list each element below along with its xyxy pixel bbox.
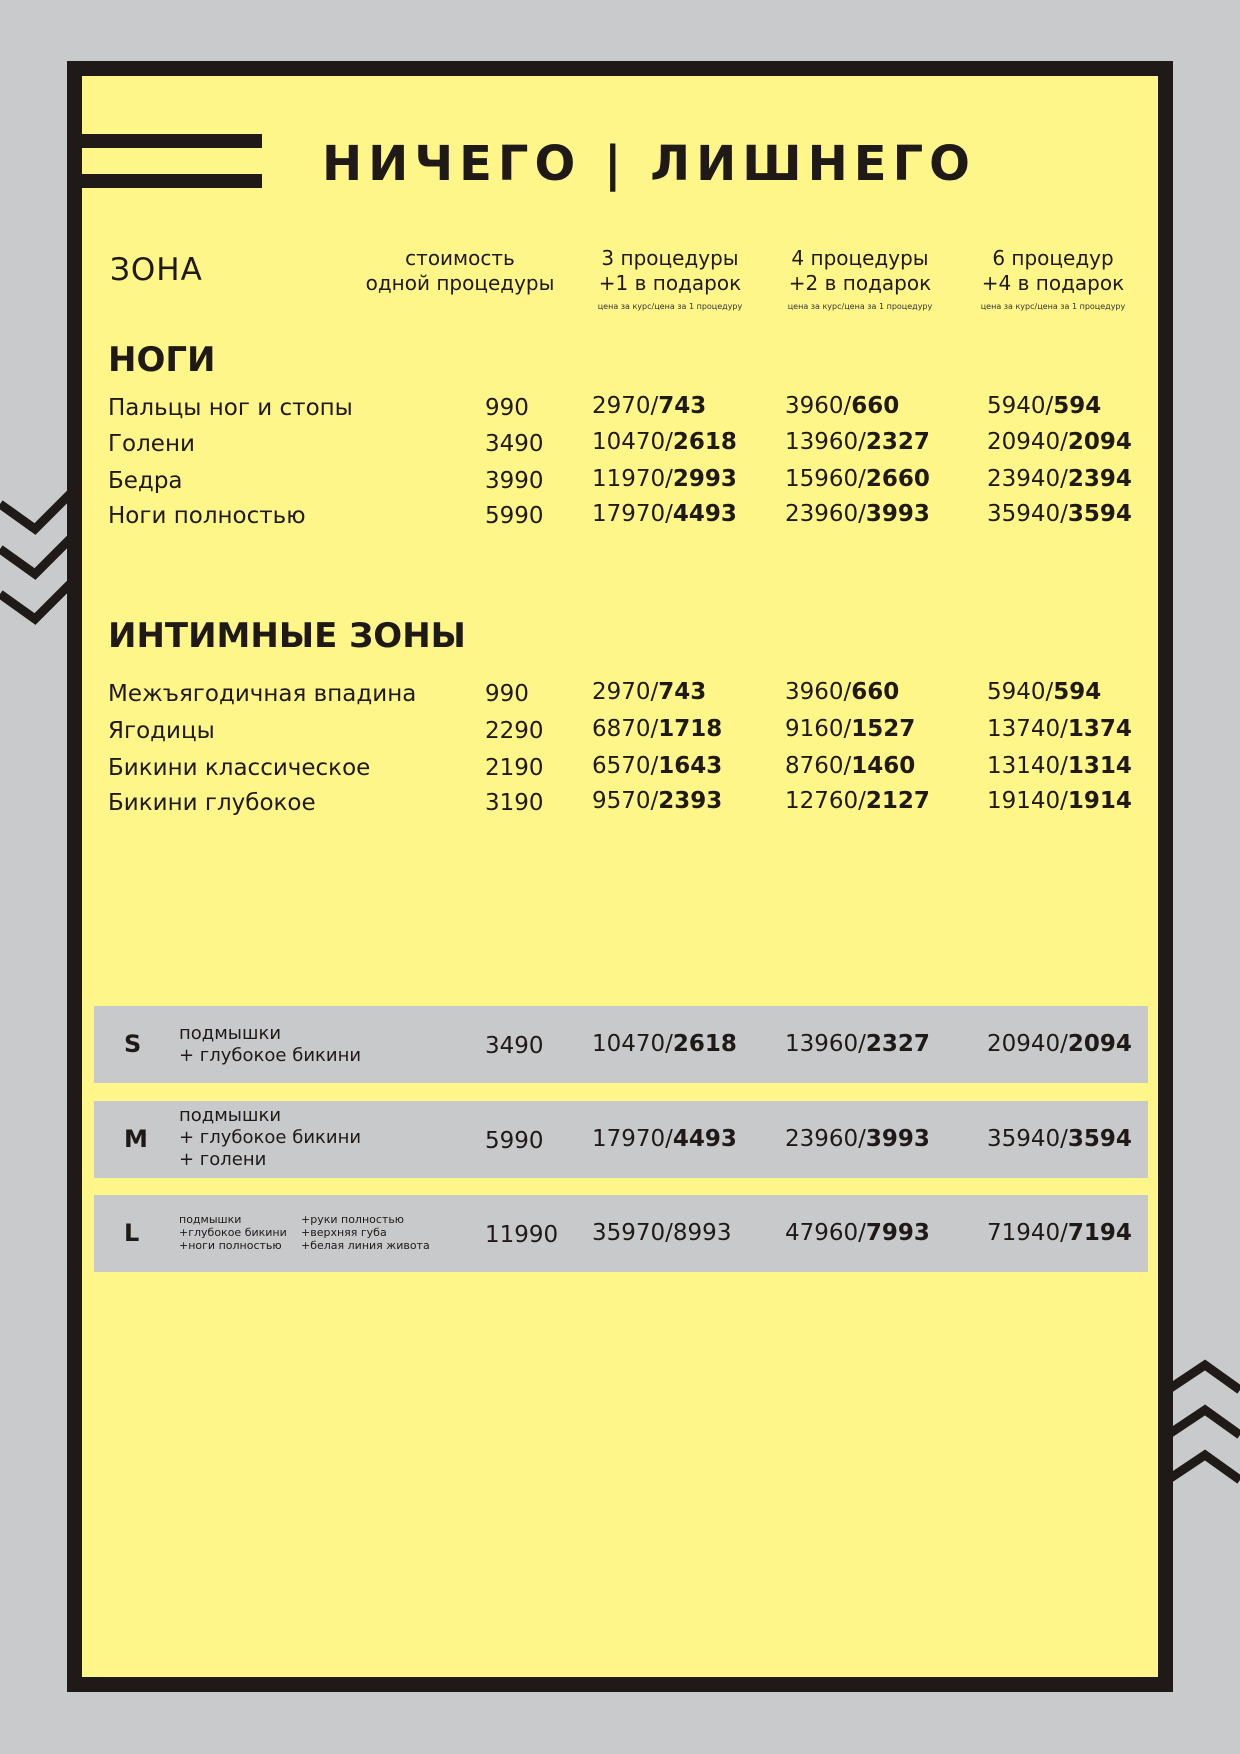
course3-price: 2970/743 bbox=[592, 393, 707, 419]
package-description: +руки полностью +верхняя губа +белая линия живота bbox=[301, 1213, 430, 1252]
zone-name: Пальцы ног и стопы bbox=[108, 395, 353, 421]
course4-price: 8760/1460 bbox=[785, 753, 916, 779]
price-sheet bbox=[82, 76, 1158, 1677]
course3-price: 35970/8993 bbox=[592, 1220, 732, 1246]
course4-price: 47960/7993 bbox=[785, 1220, 930, 1246]
course3-price: 10470/2618 bbox=[592, 429, 737, 455]
course6-price: 20940/2094 bbox=[987, 429, 1132, 455]
course6-price: 71940/7194 bbox=[987, 1220, 1132, 1246]
single-price: 990 bbox=[485, 395, 529, 421]
course6-price: 23940/2394 bbox=[987, 466, 1132, 492]
course3-price: 6870/1718 bbox=[592, 716, 723, 742]
chevron-decoration-left bbox=[0, 484, 72, 630]
course6-header: 6 процедур +4 в подарок цена за курс/цена за 1 процедуру bbox=[980, 246, 1126, 311]
course3-price: 17970/4493 bbox=[592, 1126, 737, 1152]
course4-price: 12760/2127 bbox=[785, 788, 930, 814]
course6-price: 5940/594 bbox=[987, 679, 1102, 705]
single-price: 3490 bbox=[485, 1033, 544, 1059]
section-title-legs: НОГИ bbox=[108, 340, 216, 380]
course4-price: 13960/2327 bbox=[785, 429, 930, 455]
single-price: 5990 bbox=[485, 1128, 544, 1154]
course6-price: 19140/1914 bbox=[987, 788, 1132, 814]
section-title-intimate: ИНТИМНЫЕ ЗОНЫ bbox=[108, 616, 466, 656]
page-title: НИЧЕГО | ЛИШНЕГО bbox=[322, 136, 976, 192]
course3-price: 2970/743 bbox=[592, 679, 707, 705]
course6-price: 35940/3594 bbox=[987, 501, 1132, 527]
zone-name: Ягодицы bbox=[108, 718, 215, 744]
course4-price: 3960/660 bbox=[785, 393, 900, 419]
package-size: S bbox=[124, 1030, 142, 1058]
package-description: подмышки +глубокое бикини +ноги полностью bbox=[179, 1213, 287, 1252]
course4-price: 15960/2660 bbox=[785, 466, 930, 492]
zone-name: Межъягодичная впадина bbox=[108, 681, 417, 707]
course6-price: 20940/2094 bbox=[987, 1031, 1132, 1057]
course4-price: 23960/3993 bbox=[785, 501, 930, 527]
course4-price: 9160/1527 bbox=[785, 716, 916, 742]
zone-name: Ноги полностью bbox=[108, 503, 306, 529]
course6-price: 35940/3594 bbox=[987, 1126, 1132, 1152]
single-price-header: стоимость одной процедуры bbox=[365, 246, 555, 295]
single-price: 2190 bbox=[485, 755, 544, 781]
single-price: 5990 bbox=[485, 503, 544, 529]
course6-price: 5940/594 bbox=[987, 393, 1102, 419]
course3-price: 10470/2618 bbox=[592, 1031, 737, 1057]
decorative-stripes bbox=[82, 134, 262, 190]
package-size: M bbox=[124, 1125, 148, 1153]
package-s bbox=[94, 1006, 1148, 1083]
package-description: подмышки + глубокое бикини bbox=[179, 1023, 362, 1066]
zone-name: Бикини классическое bbox=[108, 755, 371, 781]
course3-price: 11970/2993 bbox=[592, 466, 737, 492]
package-l bbox=[94, 1195, 1148, 1272]
single-price: 11990 bbox=[485, 1222, 559, 1248]
package-m bbox=[94, 1101, 1148, 1178]
package-size: L bbox=[124, 1219, 140, 1247]
single-price: 3190 bbox=[485, 790, 544, 816]
course3-price: 6570/1643 bbox=[592, 753, 723, 779]
course6-price: 13740/1374 bbox=[987, 716, 1132, 742]
single-price: 3990 bbox=[485, 468, 544, 494]
course4-header: 4 процедуры +2 в подарок цена за курс/цена за 1 процедуру bbox=[787, 246, 933, 311]
course4-price: 3960/660 bbox=[785, 679, 900, 705]
zone-name: Бикини глубокое bbox=[108, 790, 316, 816]
zone-column-header: ЗОНА bbox=[110, 252, 203, 288]
zone-name: Бедра bbox=[108, 468, 183, 494]
single-price: 3490 bbox=[485, 431, 544, 457]
chevron-decoration-right bbox=[1160, 1350, 1240, 1510]
single-price: 2290 bbox=[485, 718, 544, 744]
package-description: подмышки + глубокое бикини + голени bbox=[179, 1105, 362, 1170]
course3-price: 17970/4493 bbox=[592, 501, 737, 527]
course4-price: 13960/2327 bbox=[785, 1031, 930, 1057]
course6-price: 13140/1314 bbox=[987, 753, 1132, 779]
single-price: 990 bbox=[485, 681, 529, 707]
zone-name: Голени bbox=[108, 431, 195, 457]
course4-price: 23960/3993 bbox=[785, 1126, 930, 1152]
course3-price: 9570/2393 bbox=[592, 788, 723, 814]
course3-header: 3 процедуры +1 в подарок цена за курс/цена за 1 процедуру bbox=[597, 246, 743, 311]
